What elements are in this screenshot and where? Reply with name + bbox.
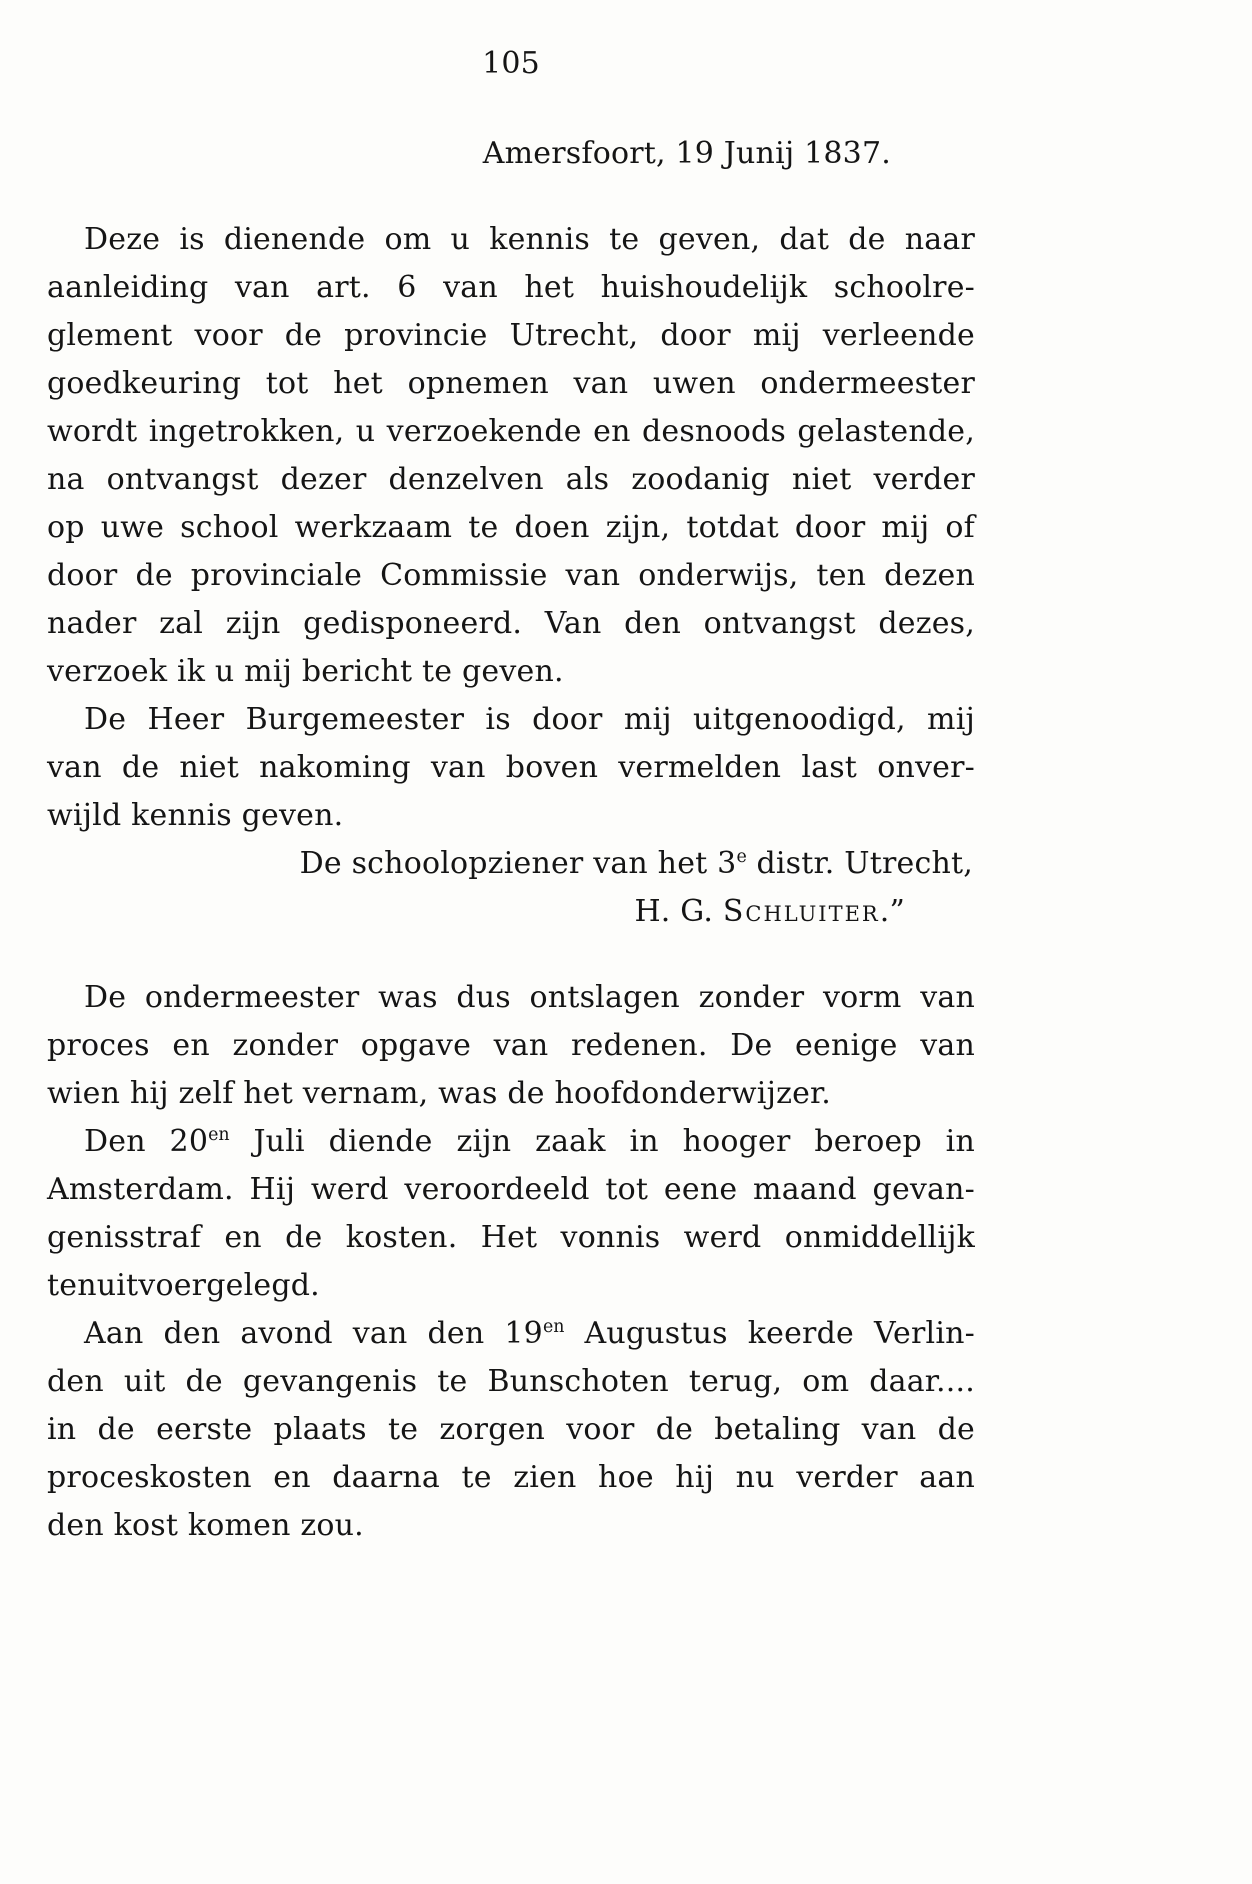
ordinal-suffix: en: [208, 1125, 230, 1145]
signature-name-line: [47, 888, 975, 936]
ordinal-suffix: e: [736, 847, 747, 867]
text-line: verzoek ik u mij bericht te geven.: [47, 654, 564, 689]
text-line: wordt ingetrokken, u verzoekende en desnoods gelastende,: [47, 414, 975, 449]
text-line: [47, 1310, 975, 1358]
text-line: tenuitvoergelegd.: [47, 1268, 320, 1303]
text-line: proces en zonder opgave van redenen. De eenige van: [47, 1028, 975, 1063]
text-line: glement voor de provincie Utrecht, door mij verleende: [47, 318, 975, 353]
text-line: in de eerste plaats te zorgen voor de betaling van de: [47, 1412, 975, 1447]
narrative-paragraph-3: [47, 1310, 975, 1550]
page-number: 105: [482, 46, 540, 81]
text-line: De Heer Burgemeester is door mij uitgenoodigd, mij: [84, 702, 975, 737]
signature-role-text: distr. Utrecht,: [746, 846, 973, 881]
text-line: nader zal zijn gedisponeerd. Van den ontvangst dezes,: [47, 606, 975, 641]
line-text: Aan den avond van den 19: [84, 1316, 543, 1351]
narrative-paragraph-1: [47, 974, 975, 1118]
text-line: den uit de gevangenis te Bunschoten terug, om daar....: [47, 1364, 975, 1399]
text-line: De ondermeester was dus ontslagen zonder vorm van: [84, 980, 975, 1015]
signature-role-text: De schoolopziener van het 3: [299, 846, 737, 881]
ordinal-suffix: en: [542, 1317, 565, 1337]
narrative-paragraph-2: [47, 1118, 975, 1310]
letter-dateline: Amersfoort, 19 Junij 1837.: [482, 136, 891, 171]
text-line: op uwe school werkzaam te doen zijn, totdat door mij of: [47, 510, 975, 545]
text-line: proceskosten en daarna te zien hoe hij nu verder aan: [47, 1460, 975, 1495]
line-text: Augustus keerde Verlin-: [564, 1316, 975, 1351]
text-line: genisstraf en de kosten. Het vonnis werd onmiddellijk: [47, 1220, 975, 1255]
line-text: Juli diende zijn zaak in hooger beroep in: [229, 1124, 975, 1159]
text-block: [47, 40, 975, 1550]
text-line: aanleiding van art. 6 van het huishoudelijk schoolre-: [47, 270, 975, 305]
text-line: door de provinciale Commissie van onderwijs, ten dezen: [47, 558, 975, 593]
letter-paragraph-1: [47, 216, 975, 696]
text-line: goedkeuring tot het opnemen van uwen ondermeester: [47, 366, 975, 401]
text-line: Deze is dienende om u kennis te geven, dat de naar: [84, 222, 975, 257]
text-line: na ontvangst dezer denzelven als zoodanig niet verder: [47, 462, 975, 497]
line-text: Den 20: [84, 1124, 209, 1159]
signature-closing-quote: .”: [879, 894, 905, 929]
text-line: Amsterdam. Hij werd veroordeeld tot eene maand gevan-: [47, 1172, 975, 1207]
text-line: wien hij zelf het vernam, was de hoofdonderwijzer.: [47, 1076, 832, 1111]
text-line: wijld kennis geven.: [47, 798, 344, 833]
text-line: van de niet nakoming van boven vermelden last onver-: [47, 750, 975, 785]
letter-paragraph-2: [47, 696, 975, 840]
signature-surname: Schluiter: [722, 894, 880, 929]
signature-initials: H. G.: [634, 894, 723, 929]
signature-role-line: [47, 840, 975, 888]
text-line: [47, 1118, 975, 1166]
text-line: den kost komen zou.: [47, 1508, 364, 1543]
